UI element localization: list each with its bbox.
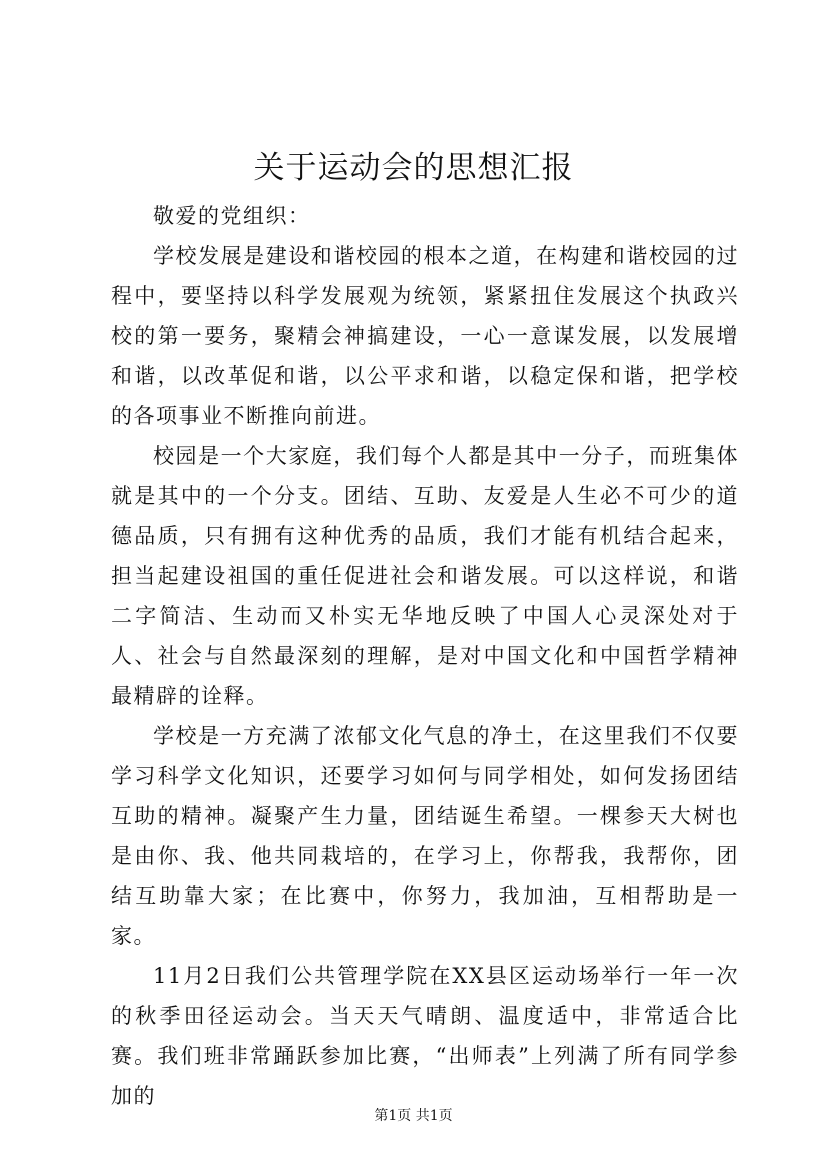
paragraph-4: 11月2日我们公共管理学院在XX县区运动场举行一年一次的秋季田径运动会。当天天气晴朗、温度适中，非常适合比赛。我们班非常踊跃参加比赛，“出师表”上列满了所有同学参加的 [111,964,739,1108]
document-body [111,196,739,1116]
paragraph-1: 学校发展是建设和谐校园的根本之道，在构建和谐校园的过程中，要坚持以科学发展观为统领，紧紧扭住发展这个执政兴校的第一要务，聚精会神搞建设，一心一意谋发展，以发展增和谐，以改革促和谐，以公平求和谐，以稳定保和谐，把学校的各项事业不断推向前进。 [111,244,739,428]
document-title: 关于运动会的思想汇报 [253,150,574,186]
salutation: 敬爱的党组织： [153,204,311,228]
paragraph-3: 学校是一方充满了浓郁文化气息的净土，在这里我们不仅要学习科学文化知识，还要学习如何与同学相处，如何发扬团结互助的精神。凝聚产生力量，团结诞生希望。一棵参天大树也是由你、我、他共同栽培的，在学习上，你帮我，我帮你，团结互助靠大家；在比赛中，你努力，我加油，互相帮助是一家。 [111,724,739,948]
page-footer: 第1页 共1页 [374,1108,453,1124]
paragraph-2: 校园是一个大家庭，我们每个人都是其中一分子，而班集体就是其中的一个分支。团结、互助、友爱是人生必不可少的道德品质，只有拥有这种优秀的品质，我们才能有机结合起来，担当起建设祖国的重任促进社会和谐发展。可以这样说，和谐二字简洁、生动而又朴实无华地反映了中国人心灵深处对于人、社会与自然最深刻的理解，是对中国文化和中国哲学精神最精辟的诠释。 [111,444,739,708]
